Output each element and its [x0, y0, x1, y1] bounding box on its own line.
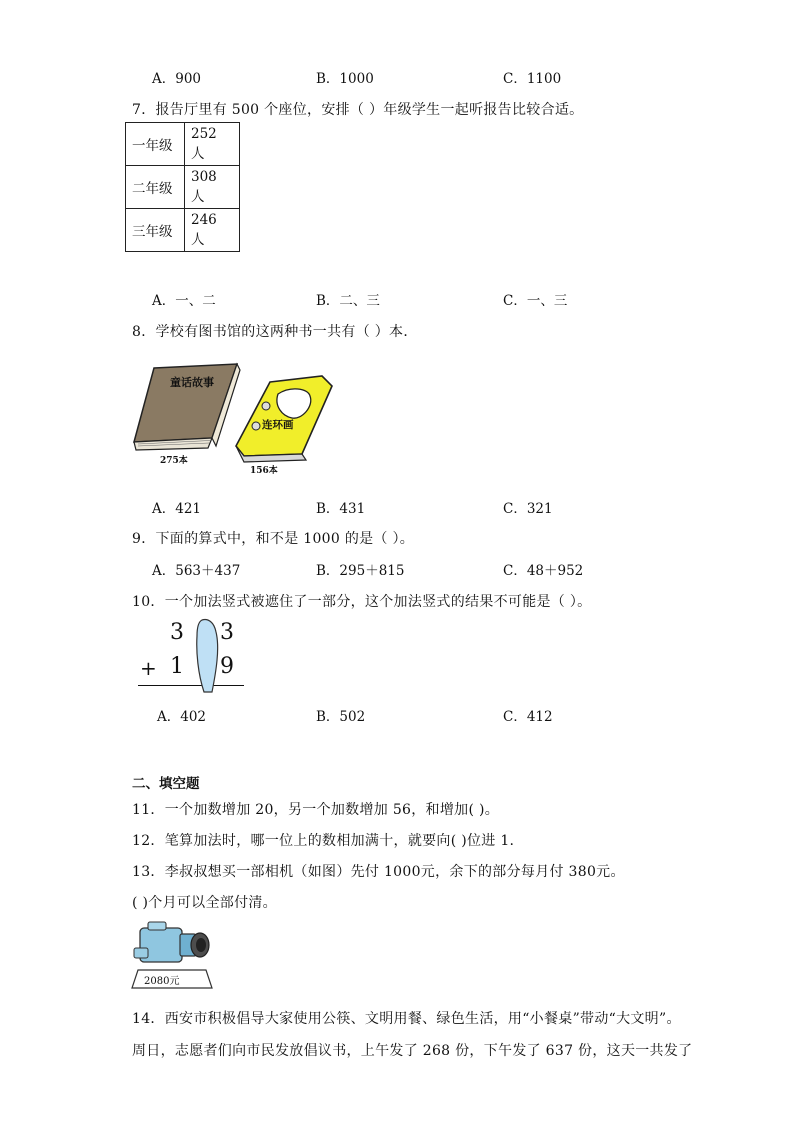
books-illustration [132, 360, 342, 478]
q9-option-c: C．48＋952 [503, 563, 584, 579]
cover-patch-icon [194, 618, 222, 694]
q7-option-b: B．二、三 [316, 293, 380, 309]
camera-illustration [130, 918, 215, 992]
plus-sign: + [140, 656, 157, 680]
q8-option-b: B．431 [316, 501, 366, 517]
table-row [126, 123, 240, 166]
q10-option-b: B．502 [316, 709, 366, 725]
camera-icon [134, 922, 209, 962]
table-row [126, 166, 240, 209]
q8-question: 8．学校有图书馆的这两种书一共有（ ）本． [132, 324, 418, 340]
q11-question: 11．一个加数增加 20，另一个加数增加 56，和增加( )。 [132, 802, 500, 818]
q12-question: 12．笔算加法时，哪一位上的数相加满十，就要向( )位进 1. [132, 833, 515, 849]
q6-option-c: C．1100 [503, 71, 562, 87]
q7-question: 7．报告厅里有 500 个座位，安排（ ）年级学生一起听报告比较合适。 [132, 102, 584, 118]
q13-blank-line: ( )个月可以全部付清。 [132, 895, 277, 911]
q6-option-b: B．1000 [316, 71, 374, 87]
section-title: 二、填空题 [132, 776, 200, 792]
q10-option-a: A．402 [157, 709, 207, 725]
addend2-digit: 9 [220, 654, 234, 679]
table-row [126, 209, 240, 252]
q10-option-c: C．412 [503, 709, 553, 725]
grade-cell: 一年级 [126, 123, 185, 166]
count-cell: 252 人 [185, 123, 240, 166]
q7-option-c: C．一、三 [503, 293, 568, 309]
grade-cell: 二年级 [126, 166, 185, 209]
sum-line [138, 685, 244, 686]
fairy-tale-book-icon [134, 364, 240, 450]
q9-option-a: A．563＋437 [152, 563, 241, 579]
comic-book-count: 156本 [250, 466, 278, 476]
addend1-digit: 3 [220, 620, 234, 645]
q13-question: 13．李叔叔想买一部相机（如图）先付 1000元，余下的部分每月付 380元。 [132, 864, 625, 880]
count-cell: 308 人 [185, 166, 240, 209]
vertical-addition [136, 618, 246, 694]
comic-book-icon [236, 376, 332, 462]
addend1-digit: 3 [170, 620, 184, 645]
q8-option-a: A．421 [152, 501, 202, 517]
q10-question: 10．一个加法竖式被遮住了一部分，这个加法竖式的结果不可能是（ ）。 [132, 594, 592, 610]
q9-option-b: B．295＋815 [316, 563, 405, 579]
q6-option-a: A．900 [152, 71, 202, 87]
q7-option-a: A．一、二 [152, 293, 216, 309]
camera-price: 2080元 [144, 976, 180, 987]
addend2-digit: 1 [170, 654, 184, 679]
comic-book-title: 连环画 [262, 419, 294, 431]
grade-cell: 三年级 [126, 209, 185, 252]
grade-table [125, 122, 240, 252]
count-cell: 246 人 [185, 209, 240, 252]
fairy-tale-count: 275本 [160, 456, 188, 466]
q9-question: 9．下面的算式中，和不是 1000 的是（ ）。 [132, 531, 415, 547]
q8-option-c: C．321 [503, 501, 553, 517]
q14-question: 14．西安市积极倡导大家使用公筷、文明用餐、绿色生活，用“小餐桌”带动“大文明”。 [132, 1011, 681, 1027]
fairy-tale-title: 童话故事 [170, 376, 214, 389]
q14-question-continued: 周日，志愿者们向市民发放倡议书，上午发了 268 份，下午发了 637 份，这天一共发了 [132, 1043, 693, 1059]
